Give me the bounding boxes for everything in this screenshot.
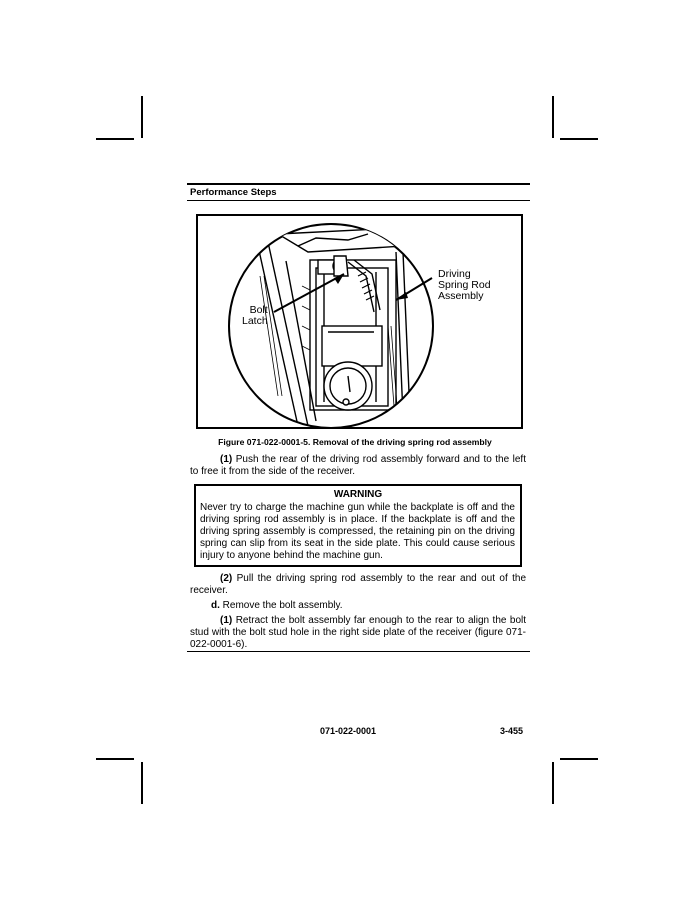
step-2-paragraph bbox=[190, 573, 526, 597]
header-rule-bottom bbox=[187, 200, 530, 201]
step-1-number: (1) bbox=[220, 454, 233, 465]
header-rule-top bbox=[187, 183, 530, 185]
step-d1-text: Retract the bolt assembly far enough to the rear to align the bolt stud with the bolt stud hole in the right side plate of the receiver (figure 071-022-0001-6). bbox=[190, 615, 527, 650]
footer-task-code: 071-022-0001 bbox=[320, 726, 377, 736]
step-d-text: Remove the bolt assembly. bbox=[222, 600, 343, 611]
callout-bolt-line-2: Latch bbox=[242, 315, 268, 327]
warning-box bbox=[194, 484, 522, 567]
crop-mark-top-right-vertical bbox=[552, 96, 554, 138]
callout-driving-line-1: Driving bbox=[438, 268, 471, 280]
step-d-paragraph bbox=[190, 600, 526, 612]
step-2-number: (2) bbox=[220, 573, 233, 584]
step-1-text: Push the rear of the driving rod assembly forward and to the left to free it from the side of the receiver. bbox=[190, 454, 526, 477]
step-d-letter: d. bbox=[211, 600, 220, 611]
crop-mark-top-left-vertical bbox=[141, 96, 143, 138]
crop-mark-bottom-right-horizontal bbox=[560, 758, 598, 760]
section-heading: Performance Steps bbox=[190, 187, 277, 198]
crop-mark-bottom-right-vertical bbox=[552, 762, 554, 804]
figure-frame bbox=[196, 214, 523, 429]
figure-caption: Figure 071-022-0001-5. Removal of the driving spring rod assembly bbox=[218, 437, 492, 447]
crop-mark-bottom-left-vertical bbox=[141, 762, 143, 804]
crop-mark-bottom-left-horizontal bbox=[96, 758, 134, 760]
callout-bolt-line-1: Bolt bbox=[249, 304, 268, 316]
step-d1-number: (1) bbox=[220, 615, 233, 626]
step-1-paragraph bbox=[190, 454, 526, 478]
callout-bolt-latch bbox=[242, 305, 268, 327]
step-d1-paragraph bbox=[190, 615, 526, 651]
callout-driving-line-2: Spring Rod bbox=[438, 279, 491, 291]
warning-title: WARNING bbox=[333, 489, 383, 500]
section-end-rule bbox=[187, 651, 530, 652]
callout-driving-spring-rod-assembly bbox=[438, 269, 491, 302]
warning-text: Never try to charge the machine gun while the backplate is off and the driving spring rod assembly is in place. If the backplate is off and the driving spring assembly is compressed, the retaining pin on the driving spring can slip from its seat in the side plate. This could cause serious injury to anyone behind the machine gun. bbox=[200, 502, 515, 561]
footer-page-number: 3-455 bbox=[500, 726, 524, 736]
step-2-text: Pull the driving spring rod assembly to the rear and out of the receiver. bbox=[190, 573, 527, 596]
callout-driving-line-3: Assembly bbox=[438, 290, 484, 302]
crop-mark-top-left-horizontal bbox=[96, 138, 134, 140]
crop-mark-top-right-horizontal bbox=[560, 138, 598, 140]
